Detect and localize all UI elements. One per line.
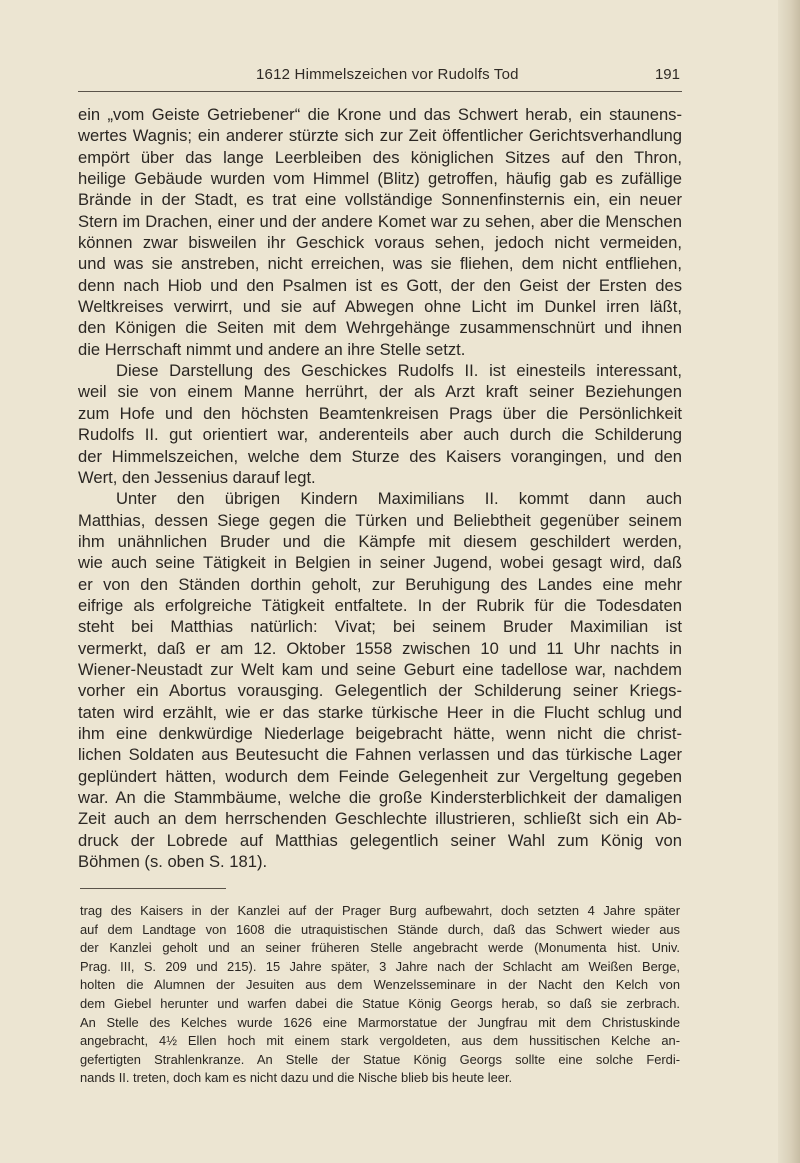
footnote-line: Prag. III, S. 209 und 215). 15 Jahre später, 3 Jahre nach der Schlacht am Weißen Berge, (80, 958, 680, 974)
footnote-line: trag des Kaisers in der Kanzlei auf der Prager Burg aufbewahrt, doch setzten 4 Jahre später (80, 903, 680, 918)
page-number: 191 (654, 66, 680, 83)
text-line: ihm unähnlichen Bruder und die Kämpfe mit diesem geschildert werden, (78, 531, 682, 551)
text-line: druck der Lobrede auf Matthias gelegentlich seiner Wahl zum König von (78, 830, 682, 850)
text-line: vermerkt, daß er am 12. Oktober 1558 zwischen 10 und 11 Uhr nachts in (78, 638, 682, 658)
text-line: ihm eine denkwürdige Niederlage beigebracht hätte, wenn nicht die christ- (78, 723, 682, 743)
text-line: zum Hofe und den höchsten Beamtenkreisen Prags über die Persönlichkeit (78, 403, 682, 423)
text-line: der Himmelszeichen, welche dem Sturze des Kaisers vorangingen, und den (78, 446, 682, 466)
text-line: Weltkreises verwirrt, und sie auf Abwegen ohne Licht im Dunkel irren läßt, (78, 297, 682, 317)
text-line: Stern im Drachen, einer und der andere Komet war zu sehen, aber die Menschen (78, 211, 682, 231)
text-line: er von den Ständen dorthin geholt, zur Beruhigung des Landes eine mehr (78, 574, 682, 594)
text-line: Wiener-Neustadt zur Welt kam und seine Geburt eine tadellose war, nachdem (78, 659, 682, 679)
text-line: können zwar bisweilen ihr Geschick voraus sehen, jedoch nicht vermeiden, (78, 233, 682, 253)
footnote-line: auf dem Landtage von 1608 die utraquistischen Stände durch, daß das Schwert wieder aus (80, 921, 680, 937)
footnote-line: gefertigten Strahlenkranze. An Stelle der Statue König Georgs sollte eine solche Ferdi- (80, 1051, 680, 1067)
text-line: Zeit auch an dem herrschenden Geschlechte illustrieren, schließt sich ein Ab- (78, 809, 682, 829)
text-line: wie auch seine Tätigkeit in Belgien in seiner Jugend, wobei gesagt wird, daß (78, 553, 682, 573)
text-line: Wert, den Jessenius darauf legt. (78, 467, 316, 487)
footnote-line: holten die Alumnen der Jesuiten aus dem Wenzelsseminare in der Nacht den Kelch von (80, 977, 680, 993)
footnote-line: dem Giebel herunter und warfen dabei die Statue König Georgs herab, so daß sie zerbrach. (80, 995, 680, 1011)
footnote-line: nands II. treten, doch kam es nicht dazu und die Nische blieb bis heute leer. (80, 1070, 513, 1086)
text-line: war. An die Stammbäume, welche die große Kindersterblichkeit der damaligen (78, 788, 682, 807)
text-line: Matthias, dessen Siege gegen die Türken und Beliebtheit gegenüber seinem (78, 510, 682, 530)
footnote-line: angebracht, 4½ Ellen hoch mit einem stark vergoldeten, aus dem hussitischen Kelche an- (80, 1033, 680, 1049)
body-text (78, 104, 682, 872)
text-line: steht bei Matthias natürlich: Vivat; bei seinem Bruder Maximilian ist (78, 617, 682, 637)
text-line: geplündert hätten, wodurch dem Feinde Gelegenheit zur Vergeltung gegeben (78, 766, 682, 786)
page-edge-shadow (778, 0, 800, 1163)
text-line: lichen Soldaten aus Beutesucht die Fahnen verlassen und das türkische Lager (78, 745, 682, 765)
text-line: eifrige als erfolgreiche Tätigkeit entfaltete. In der Rubrik für die Todesdaten (78, 595, 682, 615)
text-line: ein „vom Geiste Getriebener“ die Krone und das Schwert herab, ein staunens- (78, 105, 682, 124)
footnote-divider (80, 888, 226, 889)
text-line: die Herrschaft nimmt und andere an ihre Stelle setzt. (78, 339, 466, 359)
text-line: denn nach Hiob und den Psalmen ist es Gott, der den Geist der Ersten des (78, 275, 682, 295)
footnote (80, 902, 680, 1088)
text-line: den Königen die Seiten mit dem Wehrgehänge zusammenschnürt und ihnen (78, 318, 682, 338)
text-line: Diese Darstellung des Geschickes Rudolfs II. ist einesteils interessant, (116, 361, 682, 381)
text-line: Rudolfs II. gut orientiert war, anderenteils aber auch durch die Schilderung (78, 425, 682, 445)
running-header (78, 66, 682, 92)
text-line: und was sie anstreben, nicht erreichen, was sie fliehen, dem nicht entfliehen, (78, 254, 682, 274)
text-line: heilige Gebäude wurden vom Himmel (Blitz) getroffen, häufig gab es zufällige (78, 169, 682, 189)
text-line: Unter den übrigen Kindern Maximilians II. kommt dann auch (116, 489, 682, 509)
text-line: Böhmen (s. oben S. 181). (78, 852, 268, 872)
footnote-line: An Stelle des Kelches wurde 1626 eine Marmorstatue der Jungfrau mit dem Christuskinde (80, 1014, 680, 1030)
footnote-line: der Kanzlei geholt und an seiner früheren Stelle angebracht werde (Monumenta hist. Univ. (80, 940, 680, 956)
text-line: vorher ein Abortus vorausging. Gelegentlich der Schilderung seiner Kriegs- (78, 681, 682, 701)
text-line: wertes Wagnis; ein anderer stürzte sich zur Zeit öffentlicher Gerichtsverhandlung (78, 126, 682, 146)
text-line: empört über das lange Leerbleiben des königlichen Sitzes auf den Thron, (78, 147, 682, 167)
text-line: taten wird erzählt, wie er das starke türkische Heer in die Flucht schlug und (78, 702, 682, 722)
running-title: 1612 Himmelszeichen vor Rudolfs Tod (256, 66, 519, 83)
text-line: Brände in der Stadt, es trat eine vollständige Sonnenfinsternis ein, ein neuer (78, 190, 682, 210)
text-line: weil sie von einem Manne herrührt, der als Arzt kraft seiner Beziehungen (78, 382, 682, 402)
